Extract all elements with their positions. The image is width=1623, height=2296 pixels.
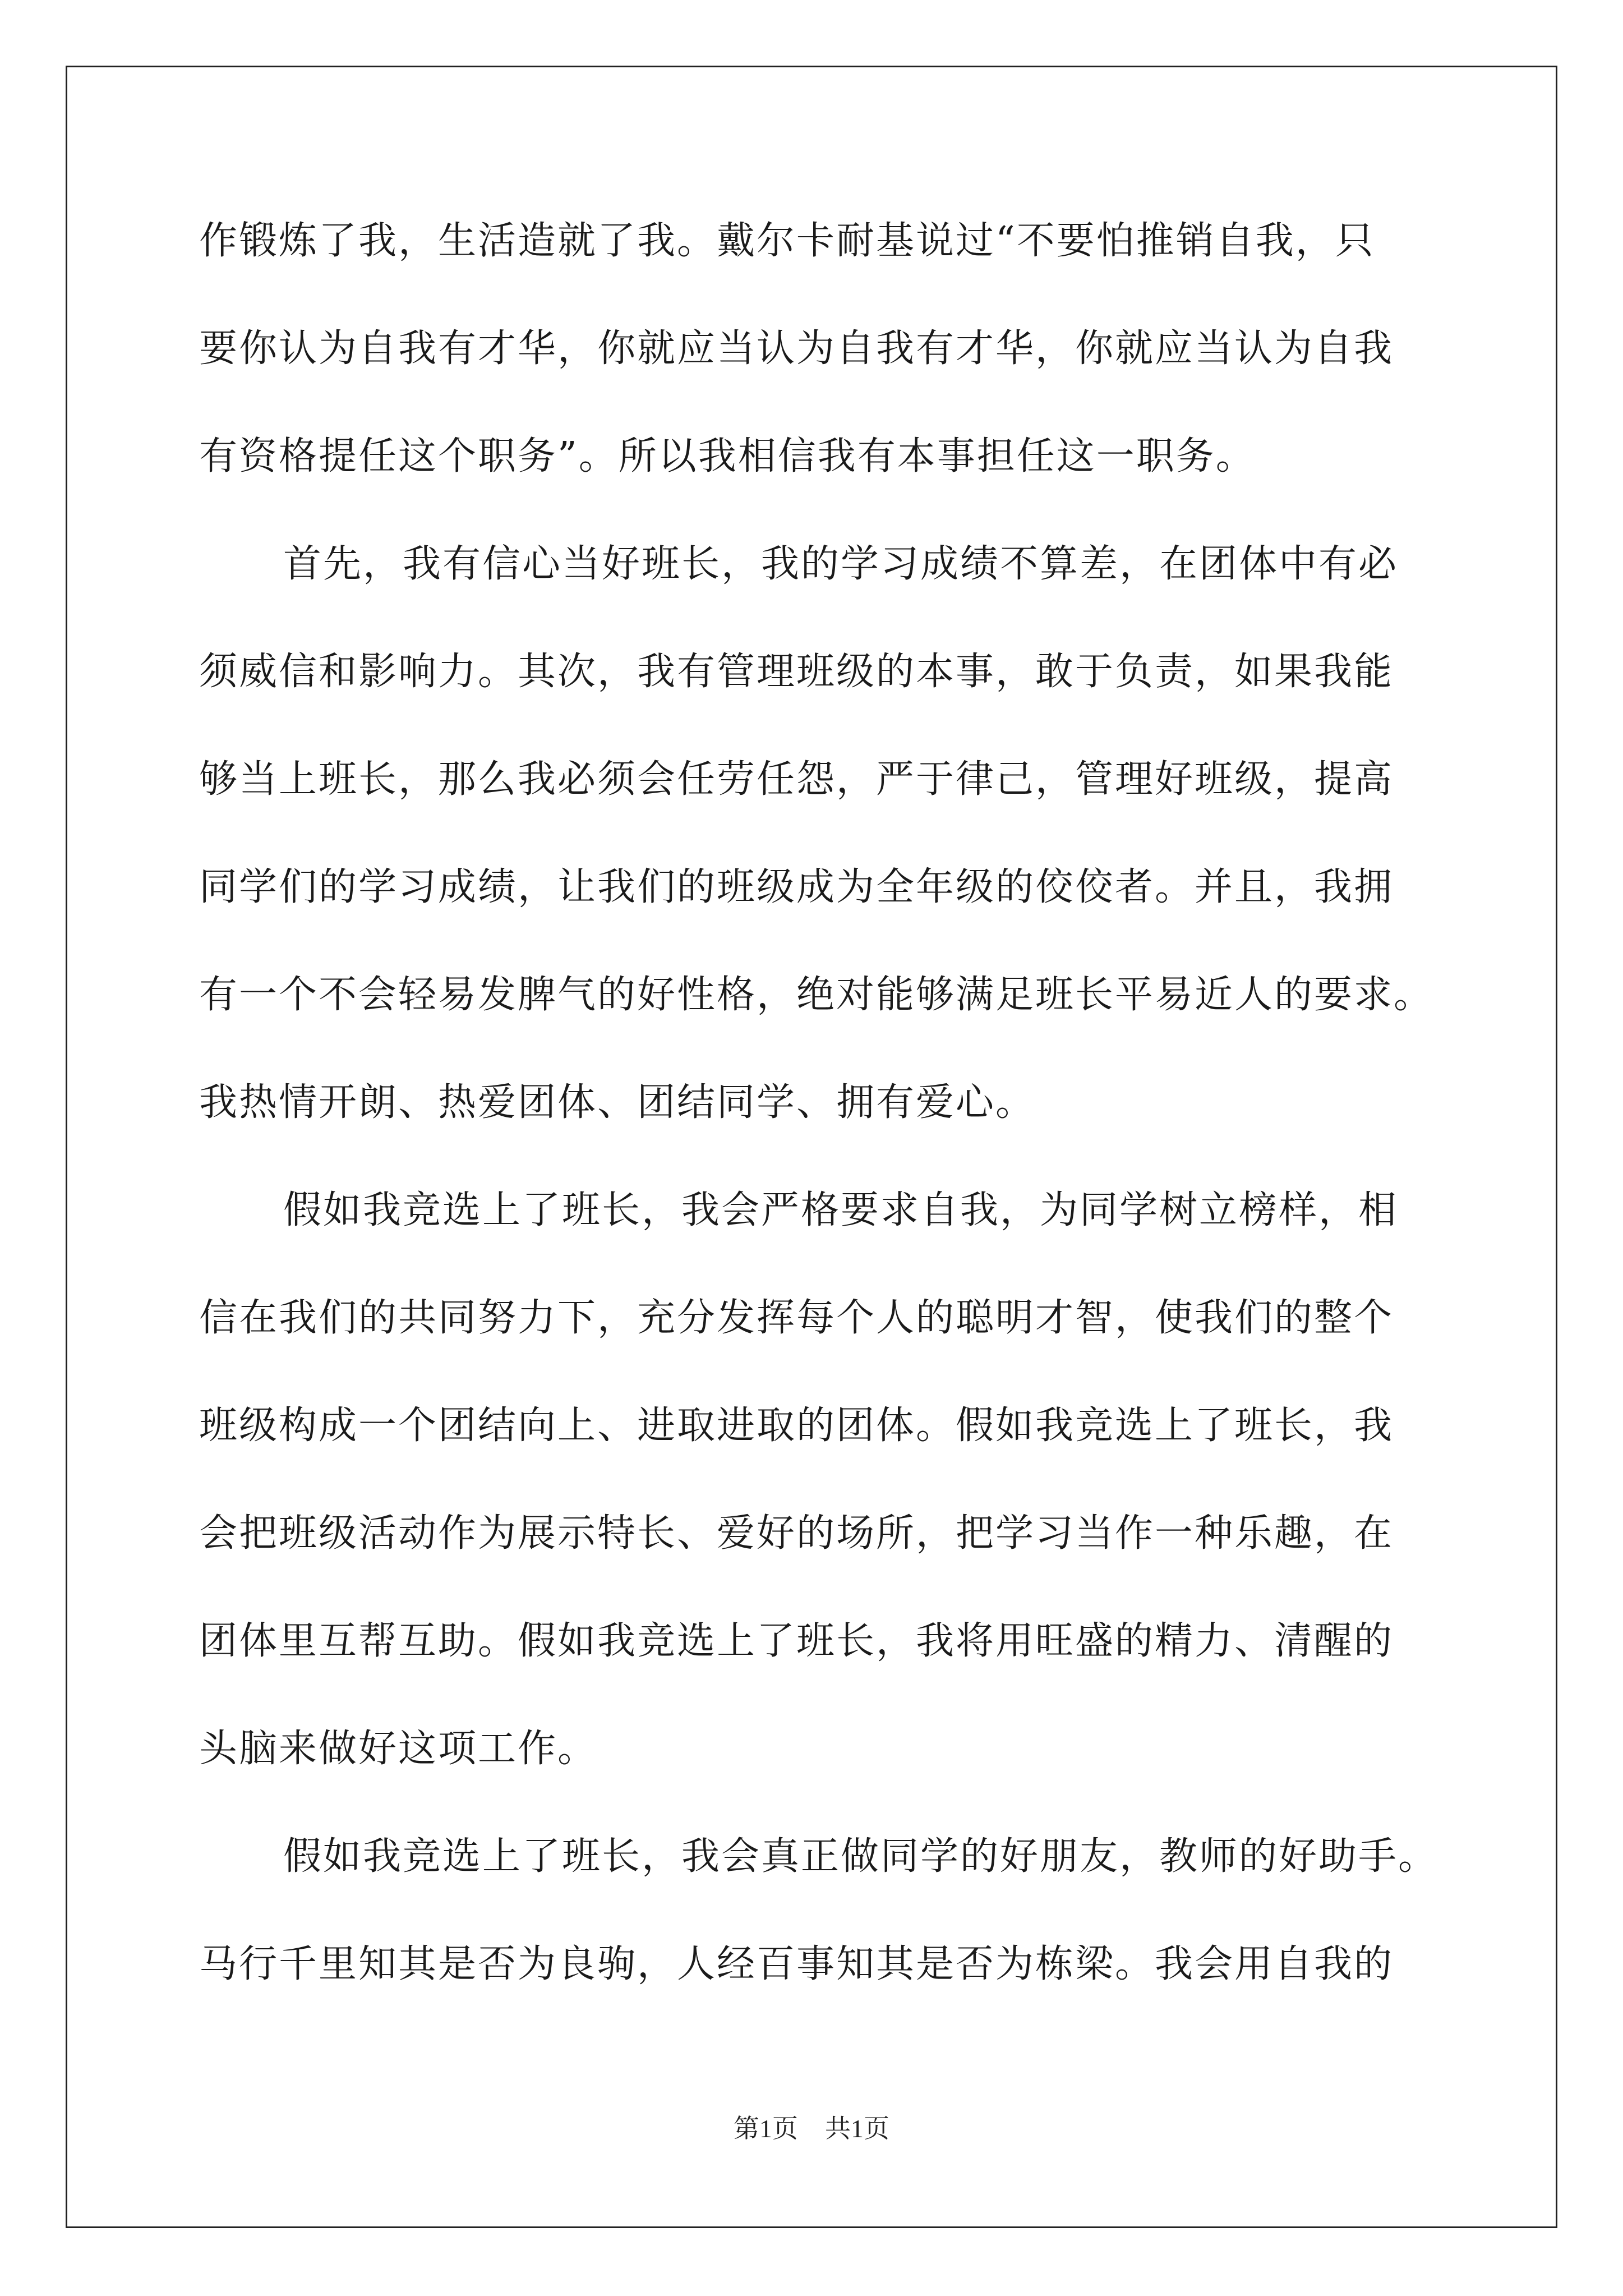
- text-line: 够当上班长，那么我必须会任劳任怨，严于律己，管理好班级，提高: [199, 757, 1394, 802]
- text-line: 会把班级活动作为展示特长、爱好的场所，把学习当作一种乐趣，在: [199, 1511, 1394, 1556]
- text-line: 头脑来做好这项工作。: [199, 1727, 598, 1771]
- text-line: 马行千里知其是否为良驹，人经百事知其是否为栋梁。我会用自我的: [199, 1942, 1394, 1986]
- page-footer: [0, 2108, 1623, 2145]
- paragraph-first-line: 假如我竞选上了班长，我会严格要求自我，为同学树立榜样，相: [283, 1188, 1399, 1232]
- text-line: 同学们的学习成绩，让我们的班级成为全年级的佼佼者。并且，我拥: [199, 865, 1394, 909]
- paragraph-first-line: 假如我竞选上了班长，我会真正做同学的好朋友，教师的好助手。: [283, 1834, 1438, 1879]
- text-line: 有资格提任这个职务”。所以我相信我有本事担任这一职务。: [199, 434, 1256, 478]
- paragraph-first-line: 首先，我有信心当好班长，我的学习成绩不算差，在团体中有必: [283, 542, 1399, 586]
- text-line: 要你认为自我有才华，你就应当认为自我有才华，你就应当认为自我: [199, 326, 1394, 371]
- text-line: 须威信和影响力。其次，我有管理班级的本事，敢于负责，如果我能: [199, 650, 1394, 694]
- text-line: 班级构成一个团结向上、进取进取的团体。假如我竞选上了班长，我: [199, 1404, 1394, 1448]
- text-line: 我热情开朗、热爱团体、团结同学、拥有爱心。: [199, 1080, 1036, 1125]
- text-line: 团体里互帮互助。假如我竞选上了班长，我将用旺盛的精力、清醒的: [199, 1619, 1394, 1663]
- text-line: 有一个不会轻易发脾气的好性格，绝对能够满足班长平易近人的要求。: [199, 973, 1434, 1017]
- document-body: [199, 210, 1455, 2041]
- text-line: 信在我们的共同努力下，充分发挥每个人的聪明才智，使我们的整个: [199, 1296, 1394, 1340]
- page-number: 第1页: [734, 2114, 798, 2143]
- page-total: 共1页: [825, 2114, 889, 2143]
- text-line: 作锻炼了我，生活造就了我。戴尔卡耐基说过“不要怕推销自我，只: [199, 219, 1375, 263]
